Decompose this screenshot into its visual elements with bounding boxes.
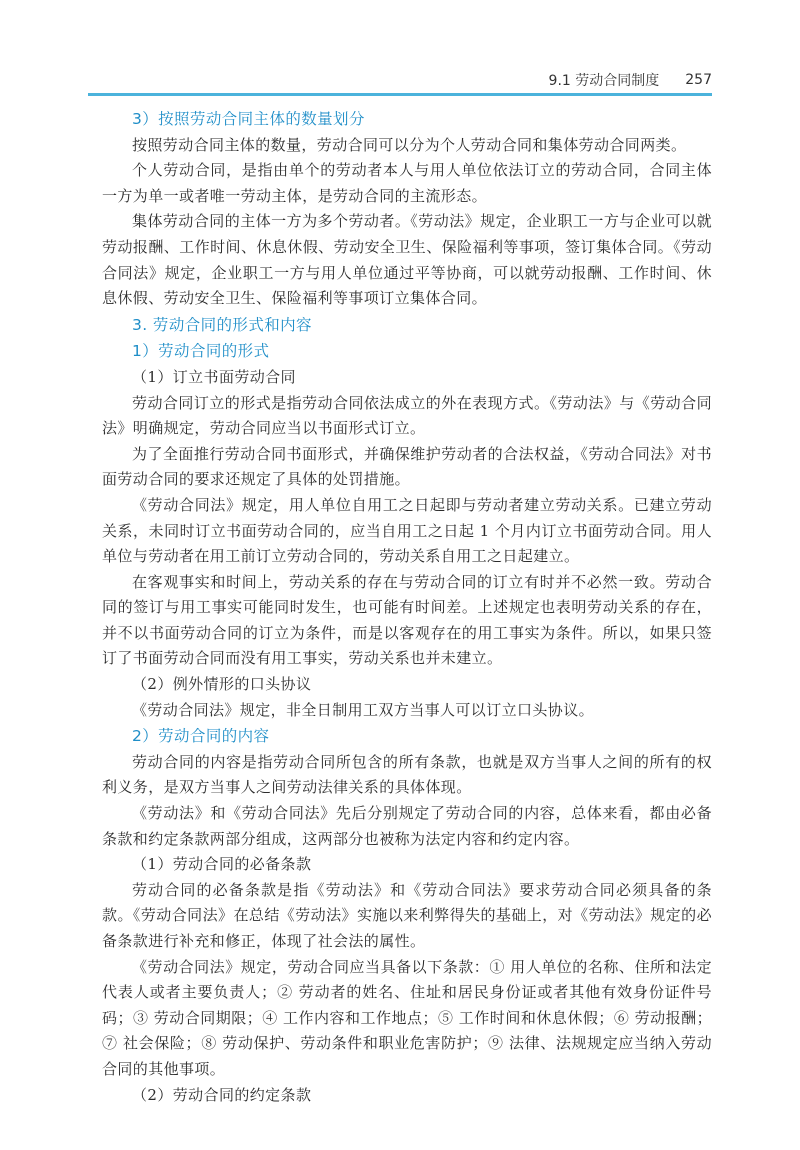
- paragraph: 《劳动合同法》规定，非全日制用工双方当事人可以订立口头协议。: [132, 700, 595, 719]
- paragraph: 《劳动法》和《劳动合同法》先后分别规定了劳动合同的内容，总体来看，都由必备条款和约定条款两部分组成，这两部分也被称为法定内容和约定内容。: [102, 804, 712, 848]
- heading-contract-form: 1）劳动合同的形式: [132, 342, 270, 361]
- section-title: 9.1 劳动合同制度: [548, 73, 660, 89]
- page-body: [102, 106, 712, 1108]
- heading-contract-content: 2）劳动合同的内容: [132, 727, 270, 746]
- subheading-required-clauses: （1）劳动合同的必备条款: [132, 855, 312, 874]
- paragraph: 《劳动合同法》规定，劳动合同应当具备以下条款：① 用人单位的名称、住所和法定代表人或者主要负责人；② 劳动者的姓名、住址和居民身份证或者其他有效身份证件号码；③ 劳动合同期限；④ 工作内容和工作地点；⑤ 工作时间和休息休假；⑥ 劳动报酬；⑦ 社会保险；⑧ 劳动保护、劳动条件和职业危害防护；⑨ 法律、法规规定应当纳入劳动合同的其他事项。: [102, 957, 712, 1078]
- paragraph: 劳动合同的内容是指劳动合同所包含的所有条款，也就是双方当事人之间的所有的权利义务，是双方当事人之间劳动法律关系的具体体现。: [102, 752, 712, 797]
- heading-3-by-subject-count: 3）按照劳动合同主体的数量划分: [132, 110, 365, 128]
- running-header: [88, 68, 712, 92]
- paragraph: 集体劳动合同的主体一方为多个劳动者。《劳动法》规定，企业职工一方与企业可以就劳动报酬、工作时间、休息休假、劳动安全卫生、保险福利等事项，签订集体合同。《劳动合同法》规定，企业职工一方与用人单位通过平等协商，可以就劳动报酬、工作时间、休息休假、劳动安全卫生、保险福利等事项订立集体合同。: [102, 212, 712, 308]
- header-rule: [88, 93, 712, 96]
- subheading-oral-agreement: （2）例外情形的口头协议: [132, 675, 312, 694]
- paragraph: 个人劳动合同，是指由单个的劳动者本人与用人单位依法订立的劳动合同，合同主体一方为单一或者唯一劳动主体，是劳动合同的主流形态。: [102, 161, 712, 205]
- paragraph: 劳动合同的必备条款是指《劳动法》和《劳动合同法》要求劳动合同必须具备的条款。《劳动合同法》在总结《劳动法》实施以来利弊得失的基础上，对《劳动法》规定的必备条款进行补充和修正，体现了社会法的属性。: [102, 880, 712, 950]
- subheading-written-contract: （1）订立书面劳动合同: [132, 367, 296, 386]
- paragraph: 为了全面推行劳动合同书面形式，并确保维护劳动者的合法权益，《劳动合同法》对书面劳动合同的要求还规定了具体的处罚措施。: [102, 444, 712, 489]
- paragraph: 《劳动合同法》规定，用人单位自用工之日起即与劳动者建立劳动关系。已建立劳动关系，未同时订立书面劳动合同的，应当自用工之日起 1 个月内订立书面劳动合同。用人单位与劳动者在用工前订立劳动合同的，劳动关系自用工之日起建立。: [102, 495, 712, 566]
- paragraph: 按照劳动合同主体的数量，劳动合同可以分为个人劳动合同和集体劳动合同两类。: [132, 135, 687, 154]
- page-number: 257: [685, 72, 712, 88]
- heading-form-and-content: 3. 劳动合同的形式和内容: [132, 315, 312, 334]
- subheading-agreed-clauses: （2）劳动合同的约定条款: [132, 1085, 312, 1104]
- paragraph: 劳动合同订立的形式是指劳动合同依法成立的外在表现方式。《劳动法》与《劳动合同法》明确规定，劳动合同应当以书面形式订立。: [102, 393, 712, 438]
- paragraph: 在客观事实和时间上，劳动关系的存在与劳动合同的订立有时并不必然一致。劳动合同的签订与用工事实可能同时发生，也可能有时间差。上述规定也表明劳动关系的存在，并不以书面劳动合同的订立为条件，而是以客观存在的用工事实为条件。所以，如果只签订了书面劳动合同而没有用工事实，劳动关系也并未建立。: [102, 572, 712, 668]
